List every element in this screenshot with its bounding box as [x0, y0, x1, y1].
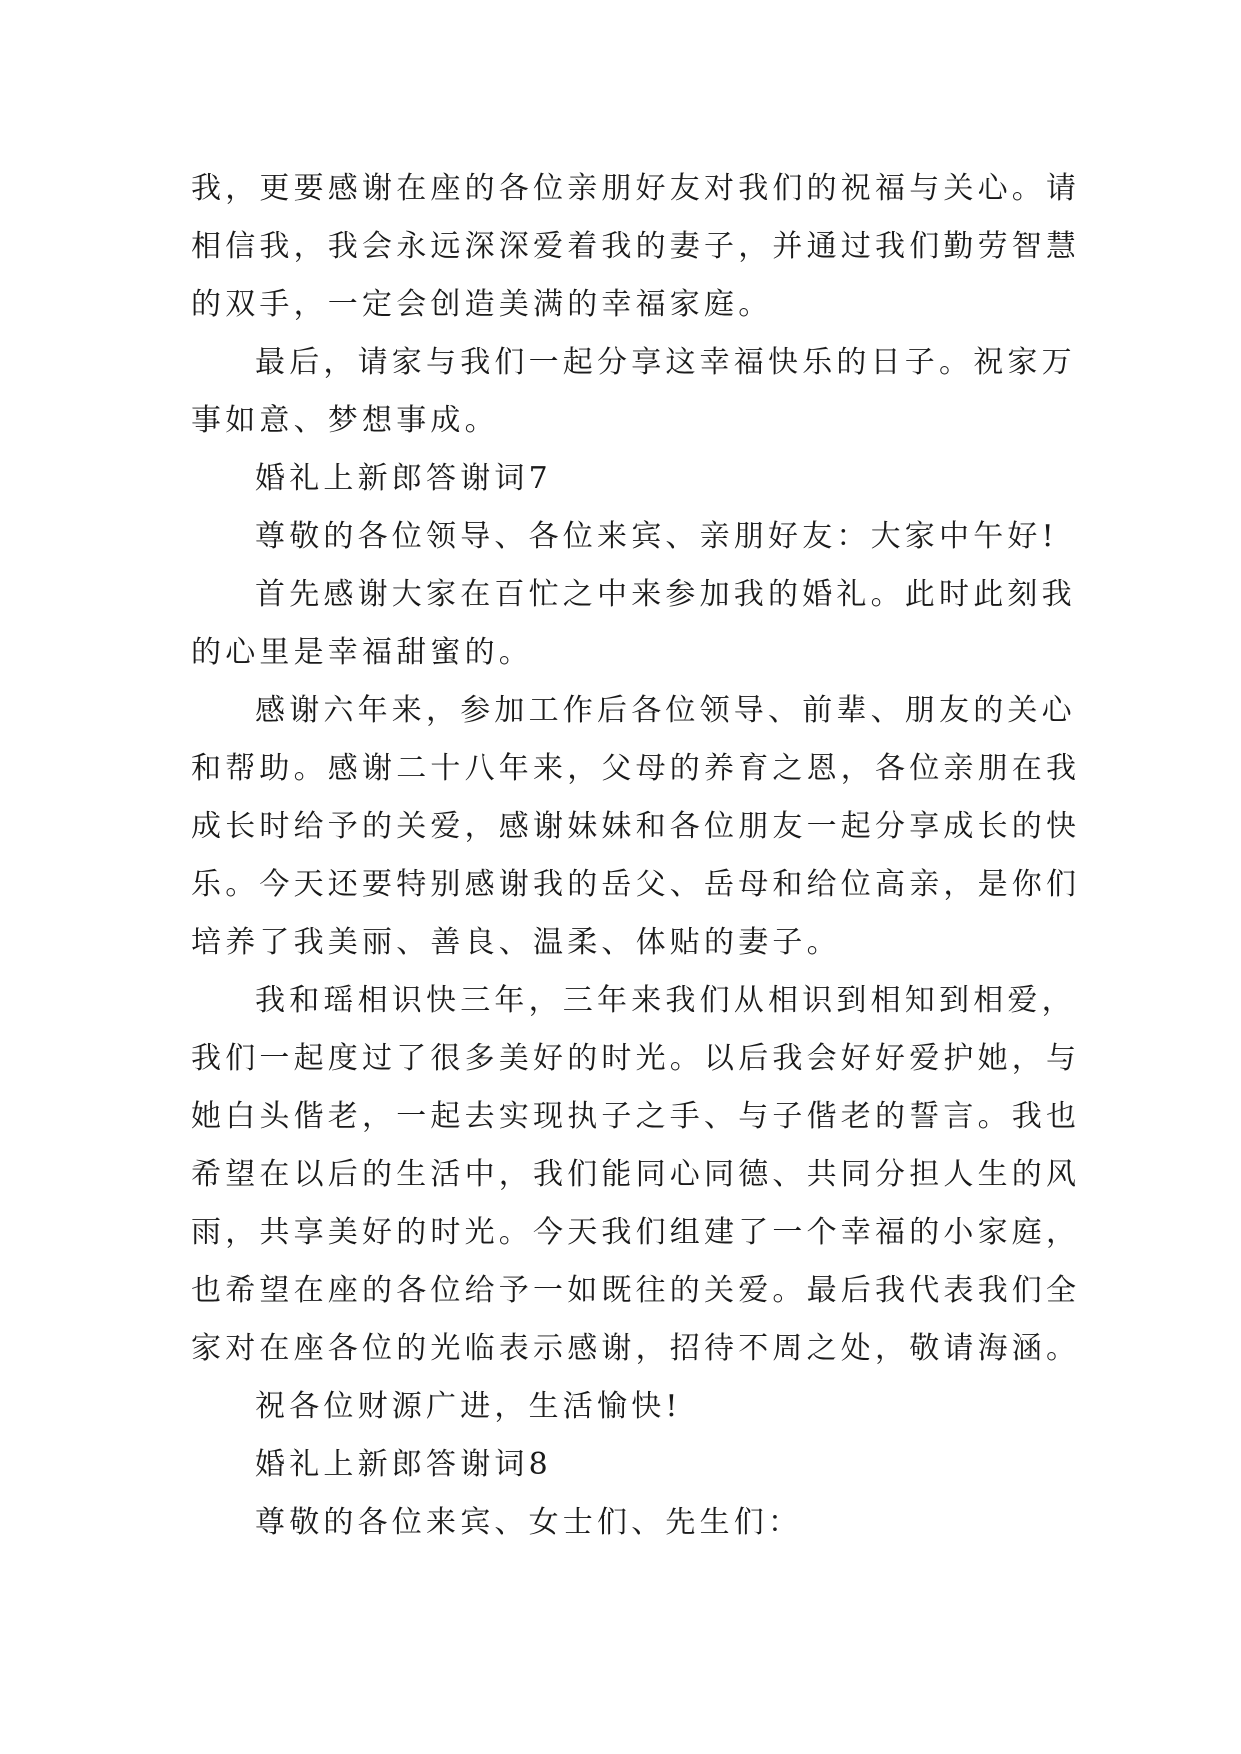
paragraph-start: 首先感谢大家在百忙之中来参加我的婚礼。此时此刻我 [255, 577, 1076, 612]
text-line: 家对在座各位的光临表示感谢，招待不周之处，敬请海涵。 [191, 1331, 1081, 1366]
text-line: 的双手，一定会创造美满的幸福家庭。 [191, 287, 773, 322]
text-line: 成长时给予的关爱，感谢妹妹和各位朋友一起分享成长的快 [191, 809, 1081, 844]
section-heading: 婚礼上新郎答谢词8 [255, 1447, 552, 1482]
salutation: 尊敬的各位来宾、女士们、先生们： [255, 1505, 803, 1540]
text-line: 相信我，我会永远深深爱着我的妻子，并通过我们勤劳智慧 [191, 229, 1081, 264]
paragraph-start: 感谢六年来，参加工作后各位领导、前辈、朋友的关心 [255, 693, 1076, 728]
text-line: 也希望在座的各位给予一如既往的关爱。最后我代表我们全 [191, 1273, 1081, 1308]
text-line: 我们一起度过了很多美好的时光。以后我会好好爱护她，与 [191, 1041, 1081, 1076]
salutation: 尊敬的各位领导、各位来宾、亲朋好友：大家中午好! [255, 519, 1058, 554]
section-heading: 婚礼上新郎答谢词7 [255, 461, 552, 496]
text-line: 事如意、梦想事成。 [191, 403, 499, 438]
text-line: 希望在以后的生活中，我们能同心同德、共同分担人生的风 [191, 1157, 1081, 1192]
closing-wish: 祝各位财源广进，生活愉快! [255, 1389, 682, 1424]
text-line: 的心里是幸福甜蜜的。 [191, 635, 533, 670]
text-line: 我，更要感谢在座的各位亲朋好友对我们的祝福与关心。请 [191, 171, 1081, 206]
text-line: 和帮助。感谢二十八年来，父母的养育之恩，各位亲朋在我 [191, 751, 1081, 786]
text-line: 她白头偕老，一起去实现执子之手、与子偕老的誓言。我也 [191, 1099, 1081, 1134]
document-body [191, 160, 1081, 1552]
text-line: 乐。今天还要特别感谢我的岳父、岳母和给位高亲，是你们 [191, 867, 1081, 902]
text-line: 培养了我美丽、善良、温柔、体贴的妻子。 [191, 925, 841, 960]
paragraph-start: 最后，请家与我们一起分享这幸福快乐的日子。祝家万 [255, 345, 1076, 380]
paragraph-start: 我和瑶相识快三年，三年来我们从相识到相知到相爱， [255, 983, 1076, 1018]
text-line: 雨，共享美好的时光。今天我们组建了一个幸福的小家庭， [191, 1215, 1081, 1250]
